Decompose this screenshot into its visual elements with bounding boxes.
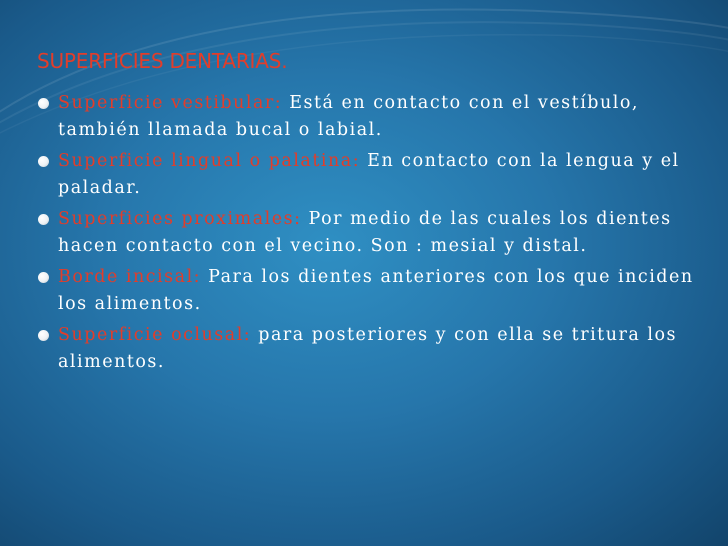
item-term: Superficies proximales: [58, 209, 302, 229]
bullet-icon [38, 98, 49, 109]
list-item [38, 148, 722, 202]
bullet-icon [38, 330, 49, 341]
bullet-icon [38, 272, 49, 283]
item-text: Para los dientes anteriores con los que inciden los alimentos. [58, 267, 694, 314]
bullet-icon [38, 156, 49, 167]
bullet-list [38, 90, 722, 380]
slide-title: SUPERFICIES DENTARIAS. [37, 49, 288, 73]
list-item [38, 90, 722, 144]
item-term: Superficie oclusal: [58, 325, 252, 345]
item-text: Por medio de las cuales los dientes hacen contacto con el vecino. Son : mesial y distal. [58, 209, 672, 256]
item-text: Está en contacto con el vestíbulo, también llamada bucal o labial. [58, 93, 639, 140]
item-term: Borde incisal: [58, 267, 202, 287]
item-text: para posteriores y con ella se tritura los alimentos. [58, 325, 677, 372]
item-term: Superficie vestibular: [58, 93, 283, 113]
bullet-icon [38, 214, 49, 225]
item-term: Superficie lingual o palatina: [58, 151, 361, 171]
item-text: En contacto con la lengua y el paladar. [58, 151, 680, 198]
list-item [38, 264, 722, 318]
list-item [38, 322, 722, 376]
list-item [38, 206, 722, 260]
